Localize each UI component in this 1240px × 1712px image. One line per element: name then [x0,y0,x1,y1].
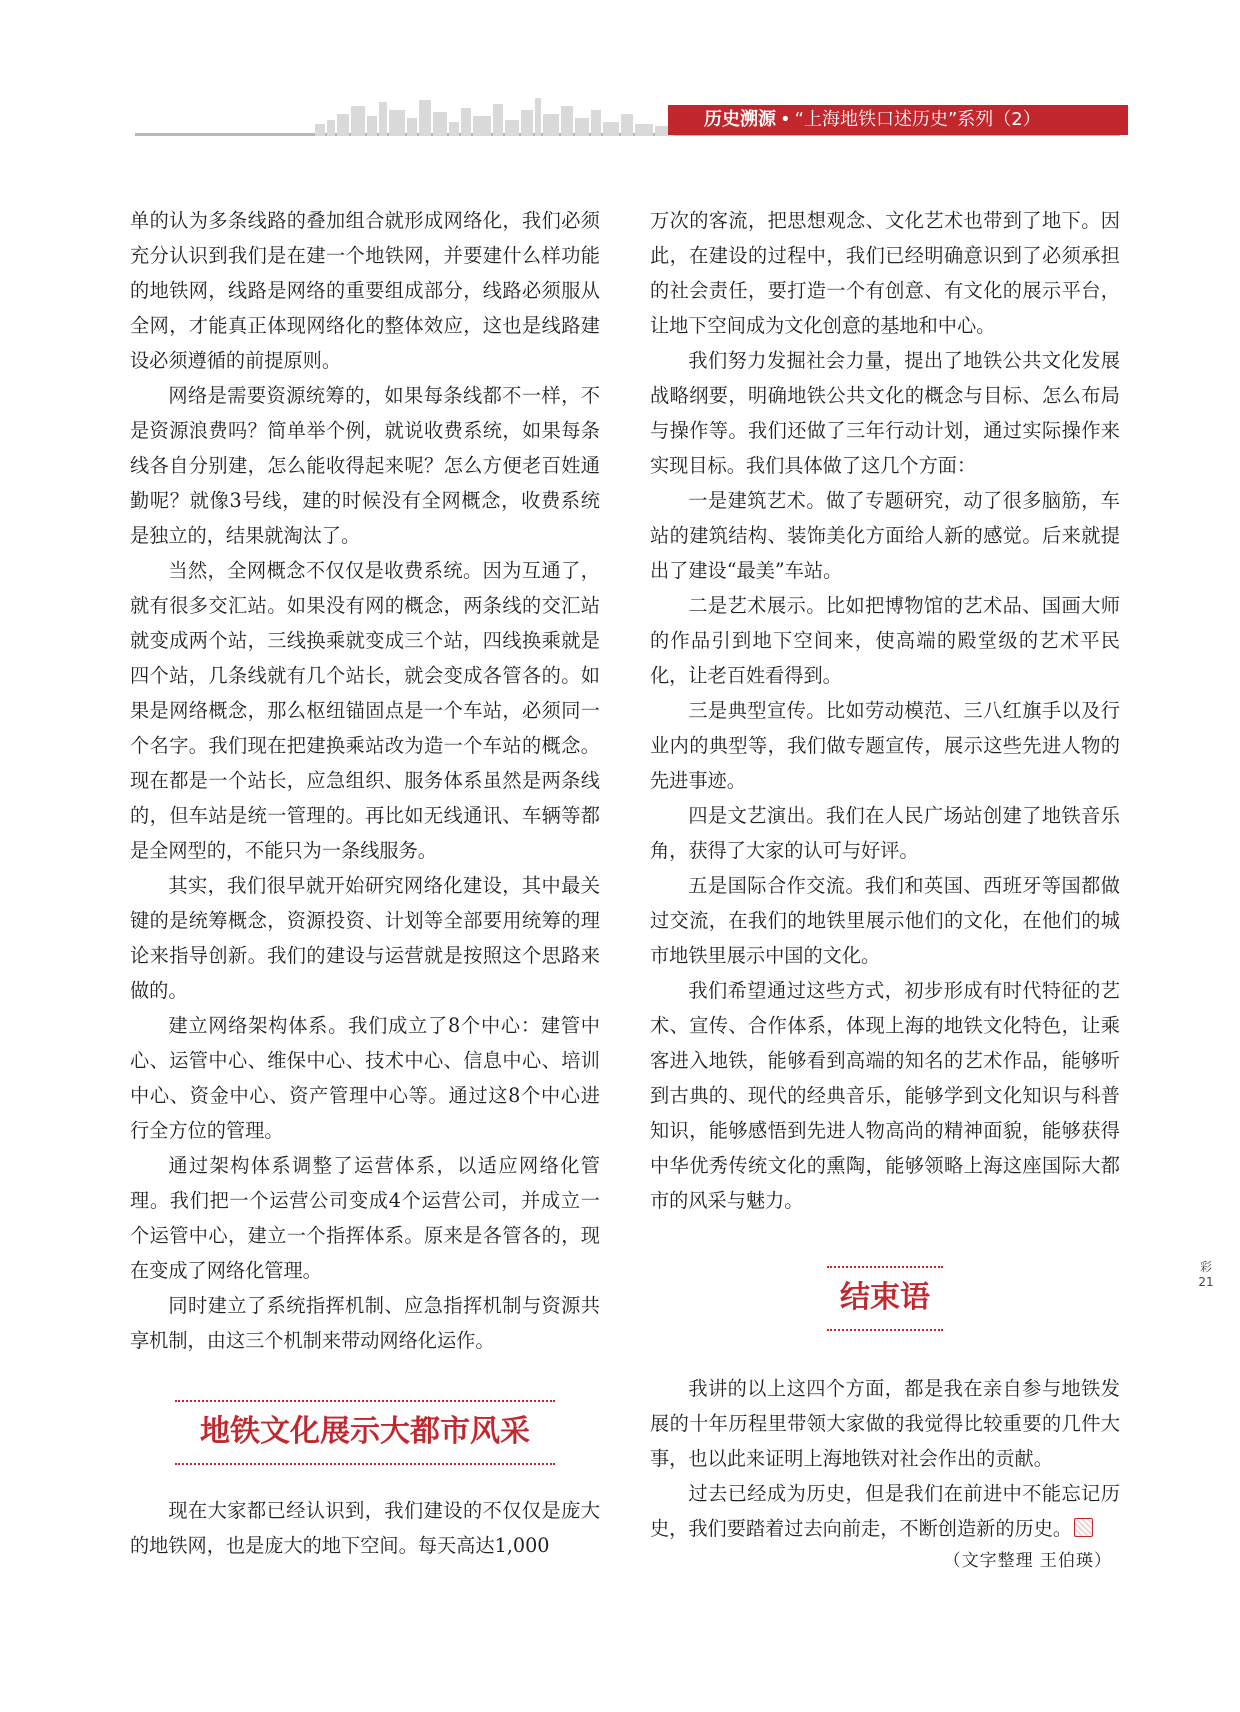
paragraph: 我们努力发掘社会力量，提出了地铁公共文化发展战略纲要，明确地铁公共文化的概念与目标、怎么布局与操作等。我们还做了三年行动计划，通过实际操作来实现目标。我们具体做了这几个方面： [650,349,1120,477]
header-section: 历史溯源 [704,109,776,130]
page-number-value: 21 [1198,1275,1214,1289]
paragraph-final-text: 过去已经成为历史，但是我们在前进中不能忘记历史，我们要踏着过去向前走，不断创造新的历史。 [650,1482,1120,1540]
left-column [130,203,600,1563]
page-number [1194,1260,1218,1290]
paragraph: 我们希望通过这些方式，初步形成有时代特征的艺术、宣传、合作体系，体现上海的地铁文化特色，让乘客进入地铁，能够看到高端的知名的艺术作品，能够听到古典的、现代的经典音乐，能够学到文化知识与科普知识，能够感悟到先进人物高尚的精神面貌，能够获得中华优秀传统文化的熏陶，能够领略上海这座国际大都市的风采与魅力。 [650,979,1120,1212]
section-heading-text: 结束语 [840,1280,930,1315]
header-separator: • [780,109,791,130]
city-skyline-graphic [315,96,675,136]
editor-credit: （文字整理 王伯瑛） [943,1551,1112,1571]
paragraph: 五是国际合作交流。我们和英国、西班牙等国都做过交流，在我们的地铁里展示他们的文化，在他们的城市地铁里展示中国的文化。 [650,874,1120,967]
paragraph: 二是艺术展示。比如把博物馆的艺术品、国画大师的作品引到地下空间来，使高端的殿堂级的艺术平民化，让老百姓看得到。 [650,594,1120,687]
section-heading-culture [130,1400,600,1465]
dotted-rule [827,1329,943,1331]
paragraph: 其实，我们很早就开始研究网络化建设，其中最关键的是统筹概念，资源投资、计划等全部要用统筹的理论来指导创新。我们的建设与运营就是按照这个思路来做的。 [130,874,600,1002]
paragraph: 建立网络架构体系。我们成立了8个中心：建管中心、运管中心、维保中心、技术中心、信息中心、培训中心、资金中心、资产管理中心等。通过这8个中心进行全方位的管理。 [130,1014,600,1142]
page-number-label: 彩 [1199,1260,1212,1274]
section-heading-conclusion [650,1266,1120,1331]
paragraph: 同时建立了系统指挥机制、应急指挥机制与资源共享机制，由这三个机制来带动网络化运作。 [130,1294,600,1352]
paragraph: 四是文艺演出。我们在人民广场站创建了地铁音乐角，获得了大家的认可与好评。 [650,804,1120,862]
paragraph: 当然，全网概念不仅仅是收费系统。因为互通了，就有很多交汇站。如果没有网的概念，两条线的交汇站就变成两个站，三线换乘就变成三个站，四线换乘就是四个站，几条线就有几个站长，就会变成各管各的。如果是网络概念，那么枢纽锚固点是一个车站，必须同一个名字。我们现在把建换乘站改为造一个车站的概念。现在都是一个站长，应急组织、服务体系虽然是两条线的，但车站是统一管理的。再比如无线通讯、车辆等都是全网型的，不能只为一条线服务。 [130,559,600,862]
paragraph: 我讲的以上这四个方面，都是我在亲自参与地铁发展的十年历程里带领大家做的我觉得比较重要的几件大事，也以此来证明上海地铁对社会作出的贡献。 [650,1377,1120,1470]
section-heading-text: 地铁文化展示大都市风采 [200,1414,530,1449]
paragraph: 一是建筑艺术。做了专题研究，动了很多脑筋，车站的建筑结构、装饰美化方面给人新的感觉。后来就提出了建设“最美”车站。 [650,489,1120,582]
dotted-rule [175,1463,555,1465]
right-column [650,203,1120,1576]
paragraph: 三是典型宣传。比如劳动模范、三八红旗手以及行业内的典型等，我们做专题宣传，展示这些先进人物的先进事迹。 [650,699,1120,792]
paragraph-final [650,1476,1120,1546]
end-seal-icon [1074,1518,1093,1537]
paragraph: 万次的客流，把思想观念、文化艺术也带到了地下。因此，在建设的过程中，我们已经明确意识到了必须承担的社会责任，要打造一个有创意、有文化的展示平台，让地下空间成为文化创意的基地和中心。 [650,209,1120,337]
paragraph: 现在大家都已经认识到，我们建设的不仅仅是庞大的地铁网，也是庞大的地下空间。每天高达1,000 [130,1499,600,1557]
header-series: “上海地铁口述历史”系列（2） [794,109,1041,130]
paragraph: 网络是需要资源统筹的，如果每条线都不一样，不是资源浪费吗？简单举个例，就说收费系统，如果每条线各自分别建，怎么能收得起来呢？怎么方便老百姓通勤呢？就像3号线，建的时候没有全网概念，收费系统是独立的，结果就淘汰了。 [130,384,600,547]
header-banner [668,105,1128,135]
paragraph: 通过架构体系调整了运营体系，以适应网络化管理。我们把一个运营公司变成4个运营公司，并成立一个运管中心，建立一个指挥体系。原来是各管各的，现在变成了网络化管理。 [130,1154,600,1282]
paragraph: 单的认为多条线路的叠加组合就形成网络化，我们必须充分认识到我们是在建一个地铁网，并要建什么样功能的地铁网，线路是网络的重要组成部分，线路必须服从全网，才能真正体现网络化的整体效应，这也是线路建设必须遵循的前提原则。 [130,209,600,372]
